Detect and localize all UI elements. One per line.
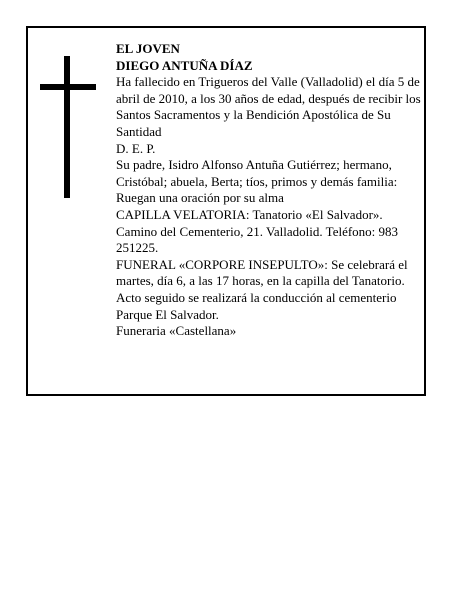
cross-vertical-bar: [64, 56, 70, 198]
obituary-notice: [26, 26, 426, 396]
funeral-info: FUNERAL «CORPORE INSEPULTO»: Se celebrará el martes, día 6, a las 17 horas, en la capilla del Tanatorio. Acto seguido se realizará la conducción al cementerio Parque El Salvador.: [116, 256, 408, 322]
dep-text: D. E. P.: [116, 140, 156, 156]
funeral-home: Funeraria «Castellana»: [116, 323, 237, 339]
chapel-info: CAPILLA VELATORIA: Tanatorio «El Salvador». Camino del Cementerio, 21. Valladolid. Teléfono: 983 251225.: [116, 206, 399, 256]
deceased-name: DIEGO ANTUÑA DÍAZ: [116, 57, 253, 73]
cross-horizontal-bar: [40, 84, 96, 90]
notice-text: [116, 41, 426, 340]
death-info: Ha fallecido en Trigueros del Valle (Valladolid) el día 5 de abril de 2010, a los 30 años de edad, después de recibir los Santos Sacramentos y la Bendición Apostólica de Su Santidad: [116, 74, 421, 139]
prayer-text: Ruegan una oración por su alma: [116, 190, 284, 206]
cross-icon: [40, 56, 96, 198]
heading-line-1: EL JOVEN: [116, 41, 180, 56]
family-text: Su padre, Isidro Alfonso Antuña Gutiérrez; hermano, Cristóbal; abuela, Berta; tíos, primos y demás familia:: [116, 157, 398, 189]
